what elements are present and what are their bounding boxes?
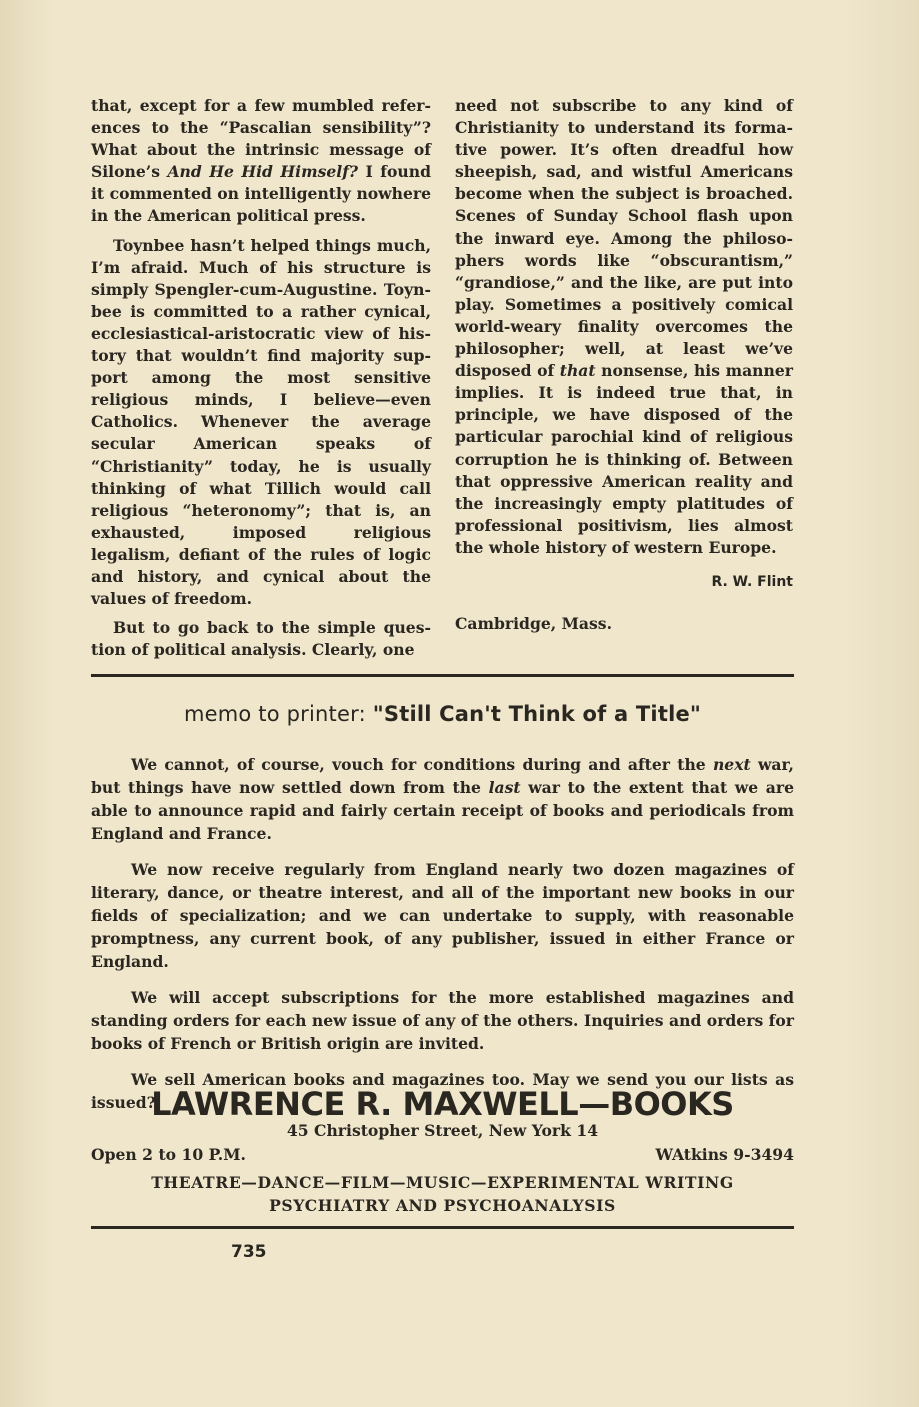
text-run: I found it commented on intelligently nowhere in the American political press. [91,162,431,226]
letter-place: Cambridge, Mass. [455,614,612,634]
text-run: nonsense, his manner implies. It is indeed true that, in principle, we have disposed of the particular parochial kind of religious corruption he is thinking of. Between that oppressive American reality and the increasingly empty platitudes of professional positivism, lies almost the whole history of western Europe. [455,361,793,557]
section-divider-bottom [91,1226,794,1229]
memo-title-quote: "Still Can't Think of a Title" [372,702,702,726]
text-run: We cannot, of course, vouch for conditions during and after the [131,755,713,774]
paragraph [91,858,794,973]
paragraph [91,753,794,845]
paragraph [91,235,431,611]
letter-left-column [91,95,431,661]
text-run: war to the extent that we are able to announce rapid and fairly certain receipt of books and periodicals from England and France. [91,778,794,843]
bookstore-subjects-line-2: PSYCHIATRY AND PSYCHOANALYSIS [269,1196,616,1215]
bookstore-address: 45 Christopher Street, New York 14 [286,1121,599,1140]
italic-text: last [488,778,521,797]
text-run: need not subscribe to any kind of Christianity to understand its formative power. It’s often dreadful how sheepish, sad, and wistful Americans become when the subject is broached. Scenes of Sunday School flash upon the inward eye. Among the philosophers words like “obscurantism,” “grandiose,” and the like, are put into play. Sometimes a positively comical world-weary finality overcomes the philosopher; well, at least we’ve disposed of [455,96,793,381]
bookstore-subjects-line-1: THEATRE—DANCE—FILM—MUSIC—EXPERIMENTAL WRITING [151,1173,734,1192]
text-run: We now receive regularly from England nearly two dozen magazines of literary, dance, or theatre interest, and all of the important new books in our fields of specialization; and we can undertake to supply, with reasonable promptness, any current book, of any publisher, issued in either France or England. [91,860,794,971]
memo-body [91,753,794,1127]
italic-text: next [712,755,751,774]
text-run: Toynbee hasn’t helped things much, I’m afraid. Much of his structure is simply Spengler-cum-Augustine. Toynbee is committed to a rather cynical, ecclesiastical-aristocratic view of history that wouldn’t find majority support among the most sensitive religious minds, I believe—even Catholics. Whenever the average secular American speaks of “Christianity” today, he is usually thinking of what Tillich would call religious “heteronomy”; that is, an exhausted, imposed religious legalism, defiant of the rules of logic and history, and cynical about the values of freedom. [91,235,431,609]
paragraph [91,617,431,661]
memo-title-prefix: memo to printer: [183,702,373,726]
bookstore-phone: WAtkins 9-3494 [655,1145,794,1164]
text-run: But to go back to the simple question of political analysis. Clearly, one [91,618,431,660]
italic-text: And He Hid Himself? [167,162,359,182]
bookstore-name: LAWRENCE R. MAXWELL—BOOKS [151,1085,734,1123]
letter-signature: R. W. Flint [711,573,793,590]
letter-right-column [455,95,793,635]
text-run: We sell American books and magazines too. May we send you our lists as issued? [91,1070,794,1112]
text-run: that, except for a few mumbled references to the “Pascalian sensibility”? What about the intrinsic message of Silone’s [91,96,431,182]
memo-title [91,702,794,726]
page-number: 735 [231,1242,267,1262]
text-run: war, but things have now settled down from the [91,755,794,797]
paragraph [91,95,431,228]
letter-right-paragraphs [455,95,793,559]
italic-text: that [559,361,596,381]
bookstore-hours: Open 2 to 10 P.M. [91,1145,246,1164]
paragraph [91,986,794,1055]
section-divider-top [91,674,794,677]
paragraph [455,95,793,559]
text-run: We will accept subscriptions for the more established magazines and standing orders for each new issue of any of the others. Inquiries and orders for books of French or British origin are invited. [91,988,794,1053]
